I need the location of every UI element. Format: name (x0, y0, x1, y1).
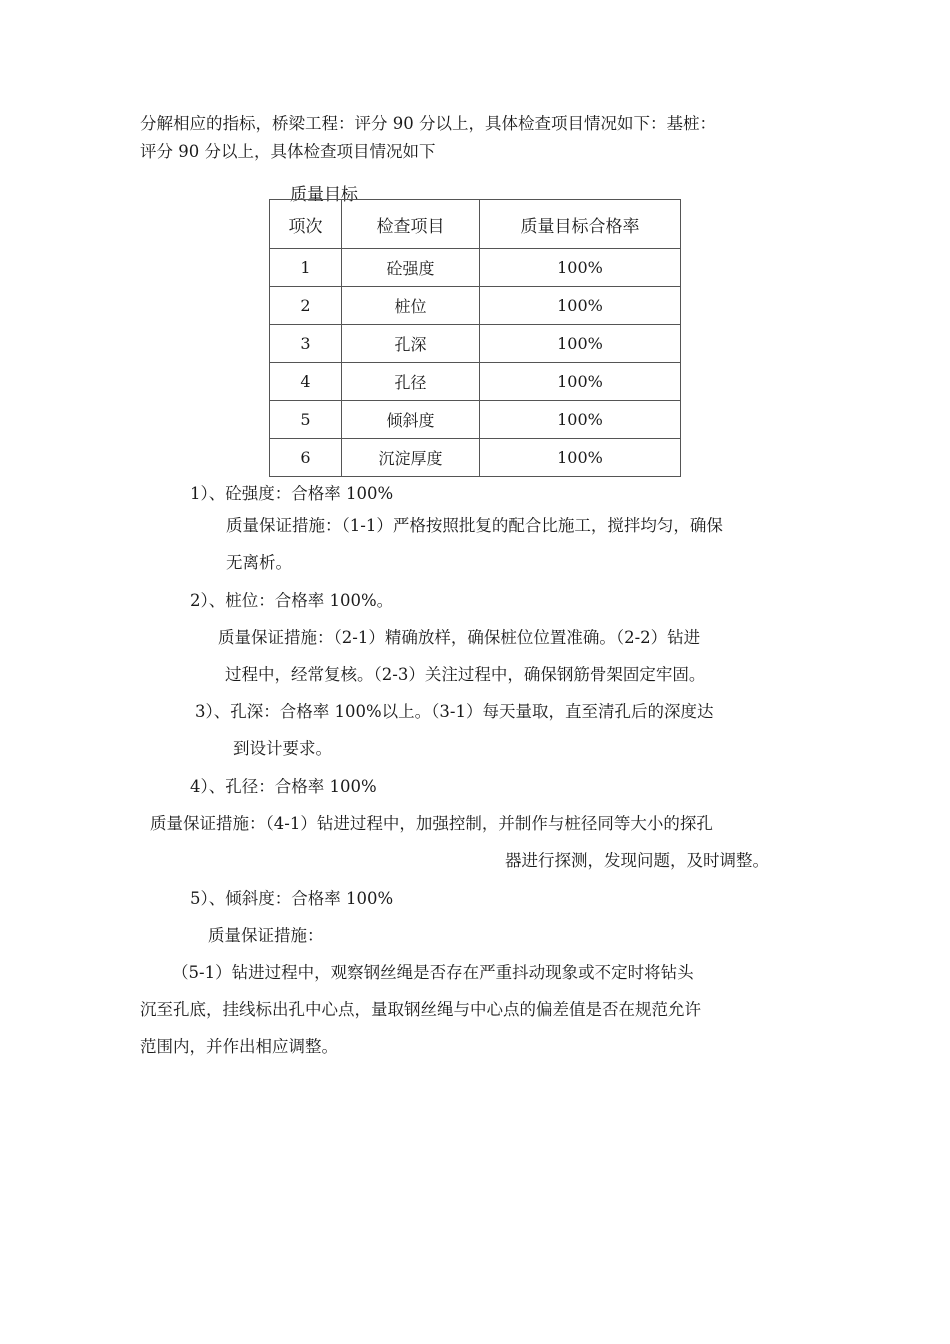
table-cell: 砼强度 (342, 249, 480, 287)
section-5-line-3: 范围内，并作出相应调整。 (140, 1037, 338, 1056)
section-3-line-1: 3）、孔深：合格率 100%以上。（3-1）每天量取，直至清孔后的深度达 (195, 702, 714, 721)
table-cell: 100% (480, 401, 681, 439)
header-cell: 检查项目 (342, 200, 480, 249)
section-4-line-2: 器进行探测，发现问题，及时调整。 (505, 851, 769, 870)
section-5-subtitle: 质量保证措施： (208, 926, 324, 945)
section-2-line-1: 质量保证措施：（2-1）精确放样，确保桩位位置准确。（2-2）钻进 (218, 628, 701, 647)
table-cell: 100% (480, 287, 681, 325)
table-row (270, 249, 681, 287)
table-cell: 100% (480, 439, 681, 477)
table-cell: 孔深 (342, 325, 480, 363)
table-cell: 沉淀厚度 (342, 439, 480, 477)
table-row (270, 439, 681, 477)
intro-line-2: 评分 90 分以上，具体检查项目情况如下 (140, 142, 436, 161)
section-1-line-2: 无离析。 (226, 553, 292, 572)
section-4-title: 4）、孔径：合格率 100% (190, 777, 377, 796)
section-5-title: 5）、倾斜度：合格率 100% (190, 889, 394, 908)
section-3-line-2: 到设计要求。 (233, 739, 332, 758)
table-row (270, 325, 681, 363)
table-cell: 100% (480, 249, 681, 287)
section-5-line-2: 沉至孔底，挂线标出孔中心点，量取钢丝绳与中心点的偏差值是否在规范允许 (140, 1000, 701, 1019)
table-cell: 100% (480, 363, 681, 401)
table-caption: 质量目标 (290, 185, 358, 205)
section-2-line-2: 过程中，经常复核。（2-3）关注过程中，确保钢筋骨架固定牢固。 (225, 665, 706, 684)
table-cell: 3 (270, 325, 342, 363)
table-cell: 6 (270, 439, 342, 477)
intro-line-1: 分解相应的指标，桥梁工程：评分 90 分以上，具体检查项目情况如下：基桩： (140, 114, 716, 133)
header-cell: 项次 (270, 200, 342, 249)
table-row (270, 363, 681, 401)
table-cell: 1 (270, 249, 342, 287)
table-cell: 100% (480, 325, 681, 363)
table-cell: 2 (270, 287, 342, 325)
table-row (270, 287, 681, 325)
section-4-line-1: 质量保证措施：（4-1）钻进过程中，加强控制，并制作与桩径同等大小的探孔 (150, 814, 713, 833)
table-cell: 桩位 (342, 287, 480, 325)
table-cell: 孔径 (342, 363, 480, 401)
section-2-title: 2）、桩位：合格率 100%。 (190, 591, 394, 610)
table-header-row (270, 200, 681, 249)
quality-target-table (269, 199, 681, 477)
section-1-line-1: 质量保证措施：（1-1）严格按照批复的配合比施工，搅拌均匀，确保 (226, 516, 723, 535)
section-1-title: 1）、砼强度：合格率 100% (190, 484, 394, 503)
header-cell: 质量目标合格率 (480, 200, 681, 249)
table-cell: 倾斜度 (342, 401, 480, 439)
table-cell: 5 (270, 401, 342, 439)
table-cell: 4 (270, 363, 342, 401)
section-5-line-1: （5-1）钻进过程中，观察钢丝绳是否存在严重抖动现象或不定时将钻头 (172, 963, 694, 982)
table-row (270, 401, 681, 439)
